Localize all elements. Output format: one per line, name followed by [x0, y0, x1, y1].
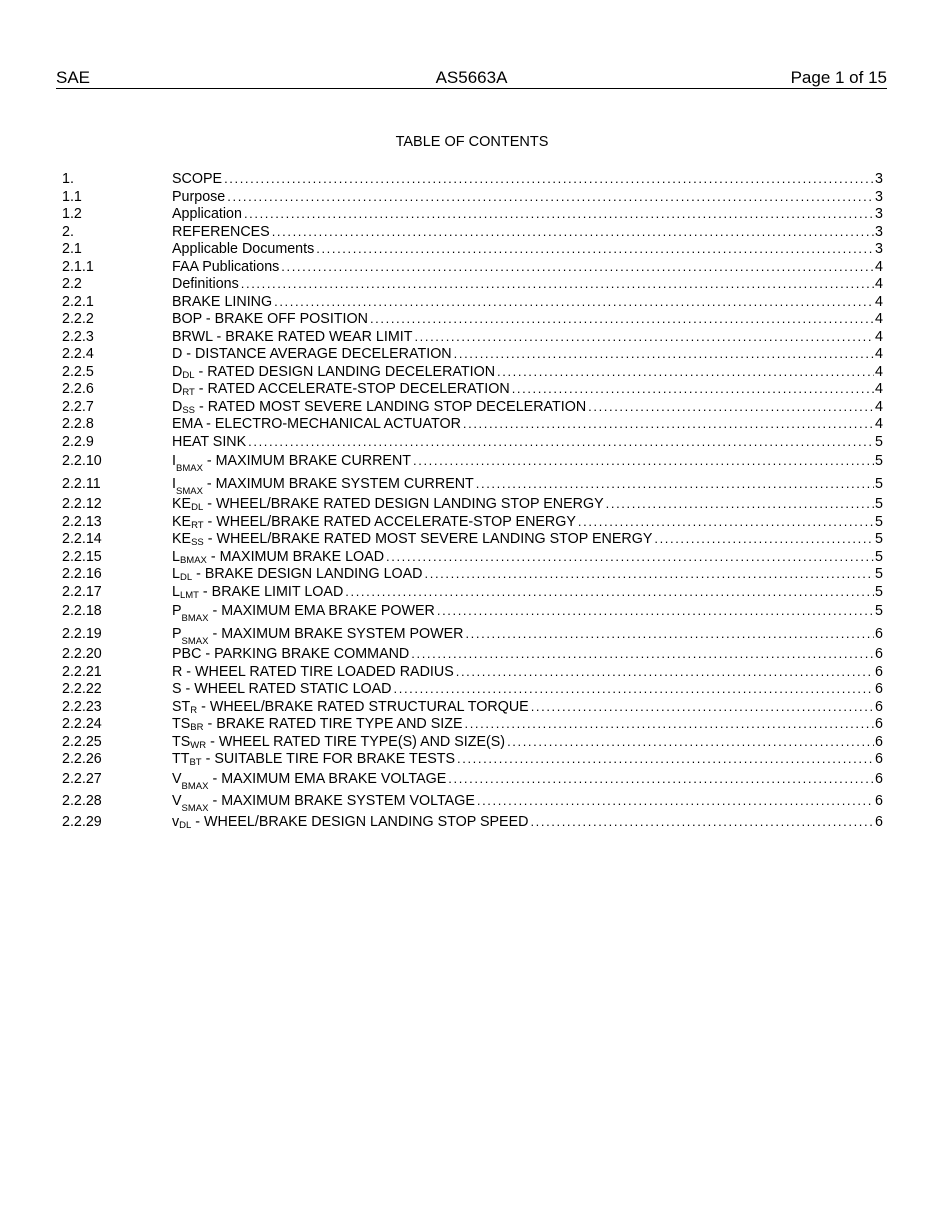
toc-entry-page: 5 [875, 583, 883, 600]
toc-entry-title: BRWL - BRAKE RATED WEAR LIMIT [172, 328, 413, 345]
toc-entry-title: $D_{SS}$ - RATED MOST SEVERE LANDING STOP DECELERATION [172, 398, 587, 416]
toc-entry-number: 2.2.19 [62, 625, 102, 642]
toc-entry-number: 2.2.21 [62, 663, 102, 680]
toc-entry-title: $ST_R$ - WHEEL/BRAKE RATED STRUCTURAL TORQUE [172, 698, 529, 716]
toc-entry-title: SCOPE [172, 171, 223, 187]
subscript: SMAX [181, 803, 209, 814]
toc-entry[interactable] [62, 663, 883, 681]
toc-entry-title: HEAT SINK [172, 433, 247, 450]
toc-entry-title: REFERENCES [172, 223, 270, 240]
toc-entry[interactable] [62, 188, 883, 206]
toc-entry-title: BOP - BRAKE OFF POSITION [172, 311, 368, 327]
toc-entry-title: $I_{BMAX}$ - MAXIMUM BRAKE CURRENT [172, 453, 412, 474]
toc-entry-title: $KE_{SS}$ - WHEEL/BRAKE RATED MOST SEVERE LANDING STOP ENERGY [172, 531, 653, 548]
toc-entry-number: 2.2.6 [62, 381, 94, 397]
toc-entry[interactable] [62, 433, 883, 451]
toc-entry-title: $V_{BMAX}$ - MAXIMUM EMA BRAKE VOLTAGE [172, 770, 447, 792]
toc-entry-number: 2.2.2 [62, 311, 94, 327]
subscript: DL [182, 369, 195, 381]
toc-entry-title: $KE_{RT}$ - WHEEL/BRAKE RATED ACCELERATE-STOP ENERGY [172, 513, 576, 531]
toc-entry-page: 6 [875, 681, 883, 697]
dot-leader [244, 205, 874, 223]
toc-entry[interactable] [62, 733, 883, 751]
dot-leader [512, 380, 874, 398]
toc-entry-number: 2.2.26 [62, 751, 102, 767]
toc-entry-number: 2.2.16 [62, 566, 102, 582]
subscript: BMAX [179, 554, 207, 566]
toc-entry-page: 3 [875, 188, 883, 205]
toc-entry-title: $L_{BMAX}$ - MAXIMUM BRAKE LOAD [172, 548, 385, 566]
toc-entry-page: 6 [875, 770, 883, 787]
table-of-contents [62, 170, 883, 830]
toc-entry-title: R - WHEEL RATED TIRE LOADED RADIUS [172, 663, 454, 680]
toc-entry-title: $v_{DL}$ - WHEEL/BRAKE DESIGN LANDING STOP SPEED [172, 813, 529, 831]
toc-entry-page: 5 [875, 531, 883, 547]
toc-entry-title: $P_{SMAX}$ - MAXIMUM BRAKE SYSTEM POWER [172, 625, 464, 647]
toc-entry-number: 2.2.14 [62, 531, 102, 547]
toc-entry-title: BRAKE LINING [172, 293, 273, 310]
dot-leader [606, 495, 874, 513]
dot-leader [272, 223, 874, 241]
toc-entry-title: EMA - ELECTRO-MECHANICAL ACTUATOR [172, 416, 461, 432]
dot-leader [464, 715, 874, 733]
dot-leader [345, 583, 874, 601]
toc-entry-page: 5 [875, 566, 883, 582]
toc-entry-title: PBC - PARKING BRAKE COMMAND [172, 646, 410, 662]
toc-entry[interactable] [62, 623, 883, 646]
toc-entry-page: 3 [875, 223, 883, 240]
dot-leader [394, 680, 875, 698]
dot-leader [413, 450, 874, 473]
toc-entry[interactable] [62, 223, 883, 241]
toc-entry[interactable] [62, 750, 883, 768]
dot-leader [476, 473, 874, 496]
toc-entry-title: FAA Publications [172, 258, 280, 275]
toc-entry-page: 6 [875, 751, 883, 767]
toc-entry-title: $L_{DL}$ - BRAKE DESIGN LANDING LOAD [172, 566, 423, 583]
toc-entry[interactable] [62, 813, 883, 831]
toc-entry-page: 5 [875, 496, 883, 512]
toc-entry[interactable] [62, 548, 883, 566]
toc-entry-number: 2.2.3 [62, 328, 94, 345]
toc-entry[interactable] [62, 645, 883, 663]
toc-entry-number: 2.2.18 [62, 603, 102, 619]
toc-entry-page: 4 [875, 276, 883, 292]
dot-leader [578, 513, 874, 531]
subscript: SS [182, 404, 196, 416]
toc-entry-title: $D_{RT}$ - RATED ACCELERATE-STOP DECELERATION [172, 381, 510, 398]
toc-entry-number: 2.2.7 [62, 398, 94, 415]
dot-leader [274, 293, 874, 311]
dot-leader [588, 398, 874, 416]
dot-leader [437, 600, 874, 623]
header-org: SAE [56, 68, 91, 87]
toc-entry-number: 2.2.28 [62, 793, 102, 809]
toc-entry-page: 5 [875, 453, 883, 469]
dot-leader [454, 345, 874, 363]
toc-entry-page: 4 [875, 381, 883, 397]
dot-leader [456, 663, 874, 681]
dot-leader [448, 768, 874, 791]
toc-entry[interactable] [62, 768, 883, 791]
toc-entry-page: 6 [875, 733, 883, 750]
toc-entry-number: 2.2.5 [62, 363, 94, 380]
toc-entry-number: 2.2.8 [62, 416, 94, 432]
toc-entry-page: 6 [875, 813, 883, 830]
header-doc-number: AS5663A [435, 68, 508, 87]
subscript: RT [182, 387, 195, 398]
dot-leader [465, 623, 874, 646]
toc-entry[interactable] [62, 680, 883, 698]
toc-entry-number: 2.2.24 [62, 716, 102, 732]
toc-entry-title: Purpose [172, 188, 226, 205]
toc-entry-page: 5 [875, 475, 883, 492]
toc-entry-number: 1. [62, 171, 74, 187]
subscript: DL [179, 572, 193, 583]
toc-entry-title: $TS_{WR}$ - WHEEL RATED TIRE TYPE(S) AND SIZE(S) [172, 733, 506, 751]
toc-entry-number: 2.2.12 [62, 496, 102, 512]
toc-entry[interactable] [62, 170, 883, 188]
page-header [56, 68, 887, 89]
toc-entry-number: 2.2.29 [62, 813, 102, 830]
subscript: RT [191, 519, 204, 531]
toc-entry[interactable] [62, 398, 883, 416]
toc-entry[interactable] [62, 363, 883, 381]
toc-entry-number: 2. [62, 223, 74, 240]
toc-entry-number: 2.2.11 [62, 475, 101, 492]
toc-entry-page: 5 [875, 548, 883, 565]
toc-entry-number: 1.1 [62, 188, 82, 205]
dot-leader [507, 733, 874, 751]
toc-entry-number: 2.2.20 [62, 646, 102, 662]
toc-entry-title: S - WHEEL RATED STATIC LOAD [172, 681, 392, 697]
subscript: BR [190, 722, 204, 733]
toc-entry-title: $KE_{DL}$ - WHEEL/BRAKE RATED DESIGN LANDING STOP ENERGY [172, 496, 604, 513]
toc-entry-page: 4 [875, 328, 883, 345]
dot-leader [241, 275, 874, 293]
toc-title: TABLE OF CONTENTS [395, 134, 549, 150]
toc-entry-number: 2.2.10 [62, 453, 102, 469]
toc-entry[interactable] [62, 275, 883, 293]
toc-entry[interactable] [62, 240, 883, 258]
dot-leader [224, 170, 874, 188]
toc-entry-number: 2.2.1 [62, 293, 94, 310]
toc-entry-number: 2.2.23 [62, 698, 102, 715]
subscript: BMAX [175, 463, 203, 474]
dot-leader [316, 240, 874, 258]
toc-entry-number: 2.1.1 [62, 258, 94, 275]
toc-entry-page: 6 [875, 698, 883, 715]
toc-entry[interactable] [62, 513, 883, 531]
toc-entry[interactable] [62, 450, 883, 473]
toc-entry[interactable] [62, 530, 883, 548]
toc-entry[interactable] [62, 345, 883, 363]
dot-leader [530, 813, 874, 831]
dot-leader [457, 750, 874, 768]
toc-entry[interactable] [62, 258, 883, 276]
toc-entry-title: $V_{SMAX}$ - MAXIMUM BRAKE SYSTEM VOLTAGE [172, 793, 475, 814]
subscript: SMAX [181, 635, 209, 647]
toc-entry-page: 4 [875, 293, 883, 310]
toc-entry-number: 2.2.13 [62, 513, 102, 530]
dot-leader [425, 565, 875, 583]
toc-entry-page: 3 [875, 241, 883, 257]
toc-entry-title: $I_{SMAX}$ - MAXIMUM BRAKE SYSTEM CURRENT [172, 475, 474, 497]
toc-entry[interactable] [62, 328, 883, 346]
toc-entry-number: 2.2.4 [62, 346, 94, 362]
toc-entry[interactable] [62, 380, 883, 398]
toc-entry-page: 4 [875, 363, 883, 380]
toc-entry-title: $TT_{BT}$ - SUITABLE TIRE FOR BRAKE TESTS [172, 751, 456, 768]
subscript: DL [191, 502, 204, 513]
toc-entry[interactable] [62, 473, 883, 496]
toc-entry-page: 4 [875, 311, 883, 327]
toc-entry-title: Definitions [172, 276, 239, 292]
toc-entry-page: 4 [875, 258, 883, 275]
toc-entry-title: $TS_{BR}$ - BRAKE RATED TIRE TYPE AND SIZE [172, 716, 463, 733]
dot-leader [386, 548, 874, 566]
toc-entry[interactable] [62, 415, 883, 433]
toc-entry-title: Applicable Documents [172, 241, 315, 257]
toc-entry-page: 6 [875, 793, 883, 809]
toc-entry-number: 2.2.25 [62, 733, 102, 750]
toc-entry[interactable] [62, 293, 883, 311]
dot-leader [227, 188, 874, 206]
toc-entry[interactable] [62, 715, 883, 733]
toc-entry-number: 2.2.22 [62, 681, 102, 697]
subscript: DL [179, 819, 192, 831]
dot-leader [463, 415, 874, 433]
toc-entry-page: 5 [875, 603, 883, 619]
toc-entry-number: 1.2 [62, 206, 82, 222]
toc-entry-page: 4 [875, 398, 883, 415]
toc-entry[interactable] [62, 565, 883, 583]
dot-leader [370, 310, 874, 328]
toc-entry[interactable] [62, 790, 883, 813]
toc-entry-page: 6 [875, 663, 883, 680]
toc-entry-title: $D_{DL}$ - RATED DESIGN LANDING DECELERATION [172, 363, 496, 381]
toc-entry-page: 5 [875, 433, 883, 450]
dot-leader [411, 645, 874, 663]
toc-entry-title: $L_{LMT}$ - BRAKE LIMIT LOAD [172, 583, 344, 601]
toc-entry-page: 6 [875, 646, 883, 662]
toc-entry-title: D - DISTANCE AVERAGE DECELERATION [172, 346, 452, 362]
toc-entry-page: 6 [875, 625, 883, 642]
subscript: SS [191, 537, 204, 548]
dot-leader [654, 530, 874, 548]
toc-entry[interactable] [62, 495, 883, 513]
toc-entry[interactable] [62, 600, 883, 623]
subscript: R [190, 704, 198, 716]
dot-leader [477, 790, 874, 813]
subscript: SMAX [175, 485, 203, 497]
dot-leader [531, 698, 874, 716]
toc-entry-title: $P_{BMAX}$ - MAXIMUM EMA BRAKE POWER [172, 603, 435, 624]
subscript: BMAX [181, 780, 209, 792]
toc-entry[interactable] [62, 698, 883, 716]
toc-entry-number: 2.1 [62, 241, 82, 257]
toc-entry-page: 6 [875, 716, 883, 732]
toc-entry[interactable] [62, 310, 883, 328]
toc-entry-page: 3 [875, 206, 883, 222]
toc-entry-number: 2.2.17 [62, 583, 102, 600]
subscript: BMAX [181, 613, 209, 624]
dot-leader [414, 328, 874, 346]
toc-entry-number: 2.2.9 [62, 433, 94, 450]
toc-entry-number: 2.2 [62, 276, 82, 292]
dot-leader [497, 363, 874, 381]
toc-entry-number: 2.2.15 [62, 548, 102, 565]
toc-entry-page: 5 [875, 513, 883, 530]
toc-entry-page: 4 [875, 346, 883, 362]
subscript: LMT [179, 589, 199, 601]
dot-leader [281, 258, 874, 276]
toc-entry-number: 2.2.27 [62, 770, 102, 787]
toc-entry-page: 3 [875, 171, 883, 187]
dot-leader [248, 433, 874, 451]
toc-entry-page: 4 [875, 416, 883, 432]
subscript: BT [189, 757, 202, 768]
toc-entry-title: Application [172, 206, 242, 222]
toc-entry[interactable] [62, 205, 883, 223]
header-page-number: Page 1 of 15 [790, 68, 887, 87]
subscript: WR [190, 739, 207, 751]
toc-entry[interactable] [62, 583, 883, 601]
